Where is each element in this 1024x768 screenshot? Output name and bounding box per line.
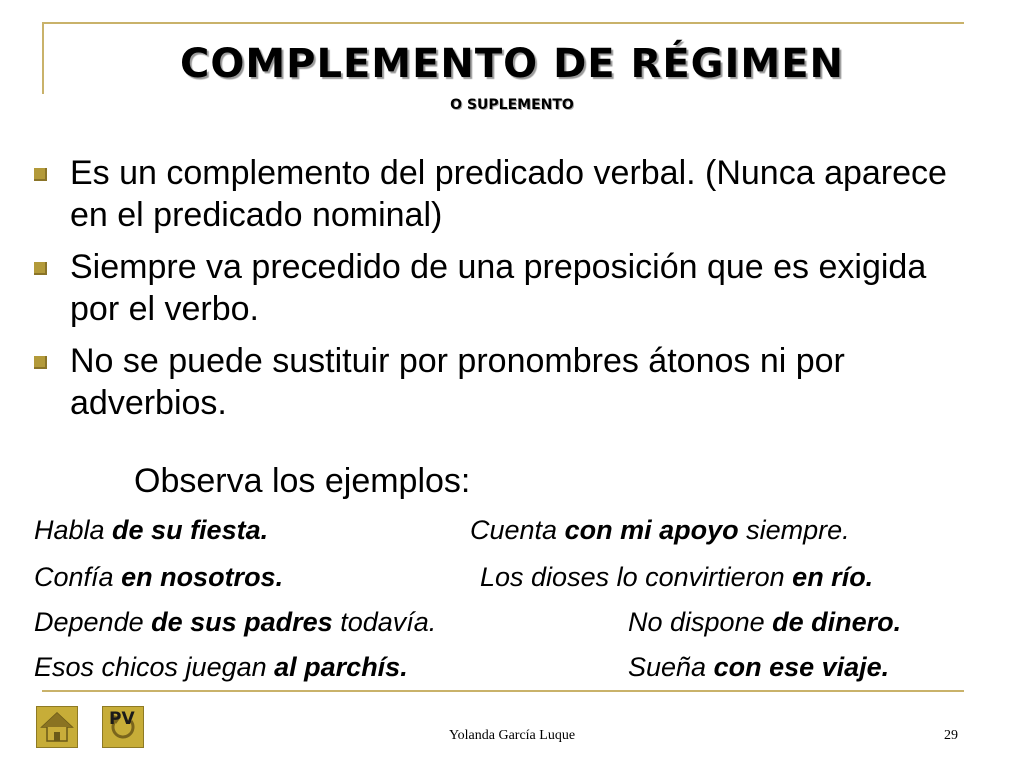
example-right: No dispone de dinero.	[628, 607, 902, 637]
bullet-text: Es un complemento del predicado verbal. (Nunca aparece en el predicado nominal)	[70, 154, 947, 234]
frame-bottom-line	[42, 690, 964, 692]
pv-button-label: PV	[109, 709, 135, 729]
slide-subtitle: O SUPLEMENTO	[450, 97, 574, 113]
frame-top-line	[42, 22, 964, 24]
bullet-list	[0, 152, 1024, 434]
page-number: 29	[944, 728, 958, 743]
example-left: Esos chicos juegan al parchís.	[34, 652, 408, 682]
square-bullet-icon	[34, 262, 47, 275]
slide-title: COMPLEMENTO DE RÉGIMEN	[179, 41, 844, 87]
bullet-item	[0, 340, 970, 424]
bullet-text: Siempre va precedido de una preposición que es exigida por el verbo.	[70, 248, 927, 328]
example-right: Los dioses lo convirtieron en río.	[480, 562, 874, 592]
bullet-item	[0, 152, 970, 236]
examples-intro: Observa los ejemplos:	[134, 462, 471, 500]
example-right: Sueña con ese viaje.	[628, 652, 890, 682]
footer-author: Yolanda García Luque	[448, 728, 576, 743]
bullet-text: No se puede sustituir por pronombres átonos ni por adverbios.	[70, 342, 845, 422]
example-left: Confía en nosotros.	[34, 562, 284, 592]
example-row	[34, 602, 994, 642]
square-bullet-icon	[34, 356, 47, 369]
example-right: Cuenta con mi apoyo siempre.	[470, 515, 850, 545]
example-row	[34, 510, 994, 550]
example-left: Depende de sus padres todavía.	[34, 607, 437, 637]
example-left: Habla de su fiesta.	[34, 515, 269, 545]
example-row	[34, 647, 994, 687]
example-row	[34, 557, 994, 597]
bullet-item	[0, 246, 970, 330]
square-bullet-icon	[34, 168, 47, 181]
